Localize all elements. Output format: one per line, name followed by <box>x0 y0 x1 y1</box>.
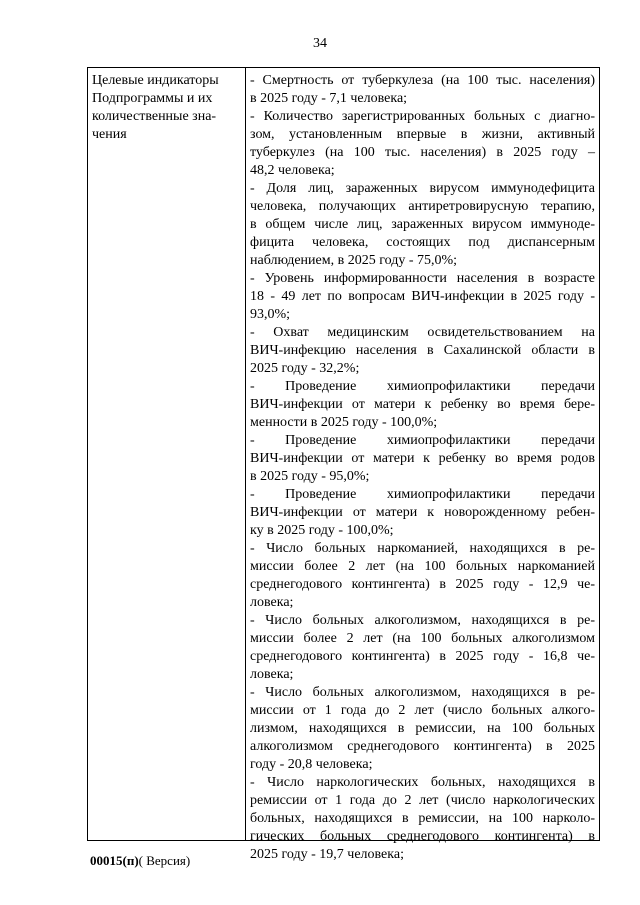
indicator-line: туберкулез (на 100 тыс. населения) в 2025 году – <box>250 145 595 160</box>
indicator-line: лизмом, находящихся в ремиссии, на 100 больных <box>250 721 595 736</box>
indicator-line: в общем числе лиц, зараженных вирусом иммуноде- <box>250 217 595 232</box>
indicator-line: году - 20,8 человека; <box>250 757 373 772</box>
indicator-line: наблюдением, в 2025 году - 75,0%; <box>250 253 458 268</box>
column-divider <box>245 68 246 840</box>
indicator-line: фицита человека, состоящих под диспансерным <box>250 235 595 250</box>
label-line: количественные зна- <box>92 109 217 124</box>
indicator-line: - Количество зарегистрированных больных с диагно- <box>250 109 595 124</box>
indicator-line: ВИЧ-инфекции от матери к ребенку во время бере- <box>250 397 595 412</box>
indicator-line: ловека; <box>250 667 294 682</box>
indicator-line: зом, установленным впервые в жизни, активный <box>250 127 595 142</box>
indicator-line: среднегодового контингента) в 2025 году - 12,9 че- <box>250 577 595 592</box>
indicator-line: - Число больных алкоголизмом, находящихся в ре- <box>250 613 595 628</box>
indicator-line: 18 - 49 лет по вопросам ВИЧ-инфекции в 2025 году - <box>250 289 595 304</box>
indicator-line: алкоголизмом среднегодового контингента) в 2025 <box>250 739 595 754</box>
indicator-line: гических больных среднегодового контингента) в <box>250 829 595 844</box>
indicator-line: - Число больных наркоманией, находящихся в ре- <box>250 541 595 556</box>
indicator-line: - Уровень информированности населения в возрасте <box>250 271 595 286</box>
indicator-label-cell <box>92 72 242 144</box>
indicator-line: 48,2 человека; <box>250 163 335 178</box>
document-footer <box>90 853 190 869</box>
indicator-line: ВИЧ-инфекции от матери к новорожденному ребен- <box>250 505 595 520</box>
indicator-line: ремиссии от 1 года до 2 лет (число наркологических <box>250 793 595 808</box>
document-code: 00015(п) <box>90 853 139 868</box>
indicator-line: миссии более 2 лет (на 100 больных алкоголизмом <box>250 631 595 646</box>
indicator-line: - Проведение химиопрофилактики передачи <box>250 433 595 448</box>
page-number: 34 <box>313 36 327 51</box>
indicator-line: 2025 году - 19,7 человека; <box>250 847 404 862</box>
indicator-line: ловека; <box>250 595 294 610</box>
label-line: чения <box>92 127 127 142</box>
indicator-line: человека, получающих антиретровирусную терапию, <box>250 199 595 214</box>
indicator-line: - Доля лиц, зараженных вирусом иммунодефицита <box>250 181 595 196</box>
document-version: ( Версия) <box>138 853 191 868</box>
indicator-line: ВИЧ-инфекции от матери к ребенку во время родов <box>250 451 595 466</box>
indicator-line: среднегодового контингента) в 2025 году - 16,8 че- <box>250 649 595 664</box>
indicator-line: больных, находящихся в ремиссии, на 100 нарколо- <box>250 811 595 826</box>
indicator-line: 2025 году - 32,2%; <box>250 361 360 376</box>
indicator-line: - Смертность от туберкулеза (на 100 тыс. населения) <box>250 73 595 88</box>
indicator-line: менности в 2025 году - 100,0%; <box>250 415 438 430</box>
indicator-line: 93,0%; <box>250 307 291 322</box>
indicator-line: миссии более 2 лет (на 100 больных наркоманией <box>250 559 595 574</box>
indicator-line: ВИЧ-инфекцию населения в Сахалинской области в <box>250 343 595 358</box>
indicator-line: - Число наркологических больных, находящихся в <box>250 775 595 790</box>
indicator-line: в 2025 году - 95,0%; <box>250 469 370 484</box>
indicator-line: ку в 2025 году - 100,0%; <box>250 523 394 538</box>
label-line: Подпрограммы и их <box>92 91 213 106</box>
indicator-line: - Проведение химиопрофилактики передачи <box>250 379 595 394</box>
indicator-line: - Число больных алкоголизмом, находящихся в ре- <box>250 685 595 700</box>
indicator-line: - Проведение химиопрофилактики передачи <box>250 487 595 502</box>
indicator-values-cell <box>250 72 595 864</box>
label-line: Целевые индикаторы <box>92 73 219 88</box>
indicator-line: в 2025 году - 7,1 человека; <box>250 91 408 106</box>
indicator-line: миссии от 1 года до 2 лет (число больных алкого- <box>250 703 595 718</box>
indicator-line: - Охват медицинским освидетельствованием на <box>250 325 595 340</box>
